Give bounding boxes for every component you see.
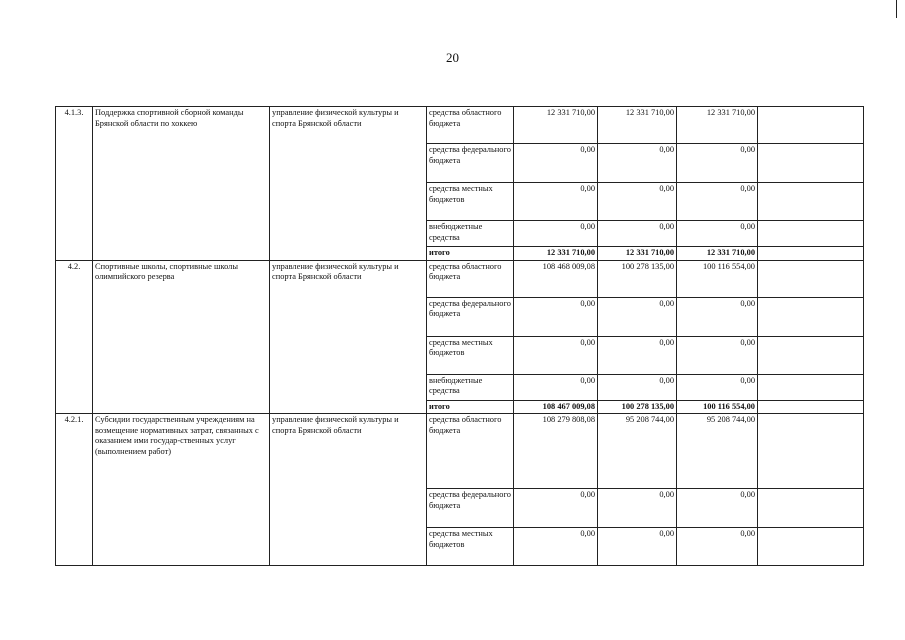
- value-cell: 100 116 554,00: [677, 260, 758, 297]
- section-name: Субсидии государственным учреждениям на возмещение нормативных затрат, связанных с оказанием ими государ-ственных услуг (выполнением работ): [93, 414, 270, 566]
- value-cell: 0,00: [598, 528, 677, 566]
- funding-source: средства федерального бюджета: [427, 489, 514, 528]
- empty-cell: [758, 528, 864, 566]
- value-cell: 0,00: [514, 336, 598, 374]
- value-cell: 0,00: [677, 297, 758, 336]
- total-label: итого: [427, 400, 514, 414]
- table-row: [56, 107, 864, 144]
- total-value: 100 116 554,00: [677, 400, 758, 414]
- value-cell: 0,00: [598, 336, 677, 374]
- value-cell: 0,00: [677, 489, 758, 528]
- empty-cell: [758, 374, 864, 400]
- funding-source: средства областного бюджета: [427, 260, 514, 297]
- scan-edge-mark: [896, 0, 897, 18]
- total-value: 100 278 135,00: [598, 400, 677, 414]
- value-cell: 0,00: [514, 297, 598, 336]
- value-cell: 0,00: [598, 374, 677, 400]
- total-value: 12 331 710,00: [514, 247, 598, 261]
- value-cell: 100 278 135,00: [598, 260, 677, 297]
- empty-cell: [758, 400, 864, 414]
- value-cell: 0,00: [598, 297, 677, 336]
- value-cell: 0,00: [598, 489, 677, 528]
- empty-cell: [758, 414, 864, 489]
- empty-cell: [758, 221, 864, 247]
- value-cell: 12 331 710,00: [514, 107, 598, 144]
- value-cell: 0,00: [677, 528, 758, 566]
- empty-cell: [758, 183, 864, 221]
- value-cell: 95 208 744,00: [677, 414, 758, 489]
- empty-cell: [758, 297, 864, 336]
- value-cell: 0,00: [514, 144, 598, 183]
- section-code: 4.1.3.: [56, 107, 93, 261]
- funding-source: средства областного бюджета: [427, 107, 514, 144]
- value-cell: 0,00: [677, 336, 758, 374]
- value-cell: 0,00: [598, 183, 677, 221]
- section-name: Поддержка спортивной сборной команды Брянской области по хоккею: [93, 107, 270, 261]
- funding-source: внебюджетные средства: [427, 374, 514, 400]
- table-row: [56, 260, 864, 297]
- funding-source: средства областного бюджета: [427, 414, 514, 489]
- empty-cell: [758, 336, 864, 374]
- value-cell: 0,00: [598, 144, 677, 183]
- value-cell: 108 279 808,08: [514, 414, 598, 489]
- value-cell: 0,00: [677, 221, 758, 247]
- value-cell: 108 468 009,08: [514, 260, 598, 297]
- value-cell: 0,00: [677, 374, 758, 400]
- empty-cell: [758, 107, 864, 144]
- value-cell: 0,00: [677, 144, 758, 183]
- total-value: 12 331 710,00: [598, 247, 677, 261]
- section-executor: управление физической культуры и спорта Брянской области: [270, 414, 427, 566]
- funding-source: средства местных бюджетов: [427, 528, 514, 566]
- value-cell: 0,00: [514, 374, 598, 400]
- section-code: 4.2.: [56, 260, 93, 414]
- empty-cell: [758, 489, 864, 528]
- funding-source: средства местных бюджетов: [427, 183, 514, 221]
- total-label: итого: [427, 247, 514, 261]
- empty-cell: [758, 260, 864, 297]
- section-executor: управление физической культуры и спорта Брянской области: [270, 107, 427, 261]
- budget-table: [55, 106, 864, 566]
- section-executor: управление физической культуры и спорта Брянской области: [270, 260, 427, 414]
- value-cell: 0,00: [514, 221, 598, 247]
- page-number: 20: [446, 50, 459, 65]
- section-code: 4.2.1.: [56, 414, 93, 566]
- value-cell: 12 331 710,00: [598, 107, 677, 144]
- value-cell: 12 331 710,00: [677, 107, 758, 144]
- section-name: Спортивные школы, спортивные школы олимпийского резерва: [93, 260, 270, 414]
- funding-source: внебюджетные средства: [427, 221, 514, 247]
- value-cell: 0,00: [514, 183, 598, 221]
- funding-source: средства федерального бюджета: [427, 144, 514, 183]
- empty-cell: [758, 247, 864, 261]
- value-cell: 95 208 744,00: [598, 414, 677, 489]
- value-cell: 0,00: [514, 528, 598, 566]
- value-cell: 0,00: [677, 183, 758, 221]
- value-cell: 0,00: [598, 221, 677, 247]
- empty-cell: [758, 144, 864, 183]
- total-value: 12 331 710,00: [677, 247, 758, 261]
- value-cell: 0,00: [514, 489, 598, 528]
- total-value: 108 467 009,08: [514, 400, 598, 414]
- table-row: [56, 414, 864, 489]
- funding-source: средства федерального бюджета: [427, 297, 514, 336]
- funding-source: средства местных бюджетов: [427, 336, 514, 374]
